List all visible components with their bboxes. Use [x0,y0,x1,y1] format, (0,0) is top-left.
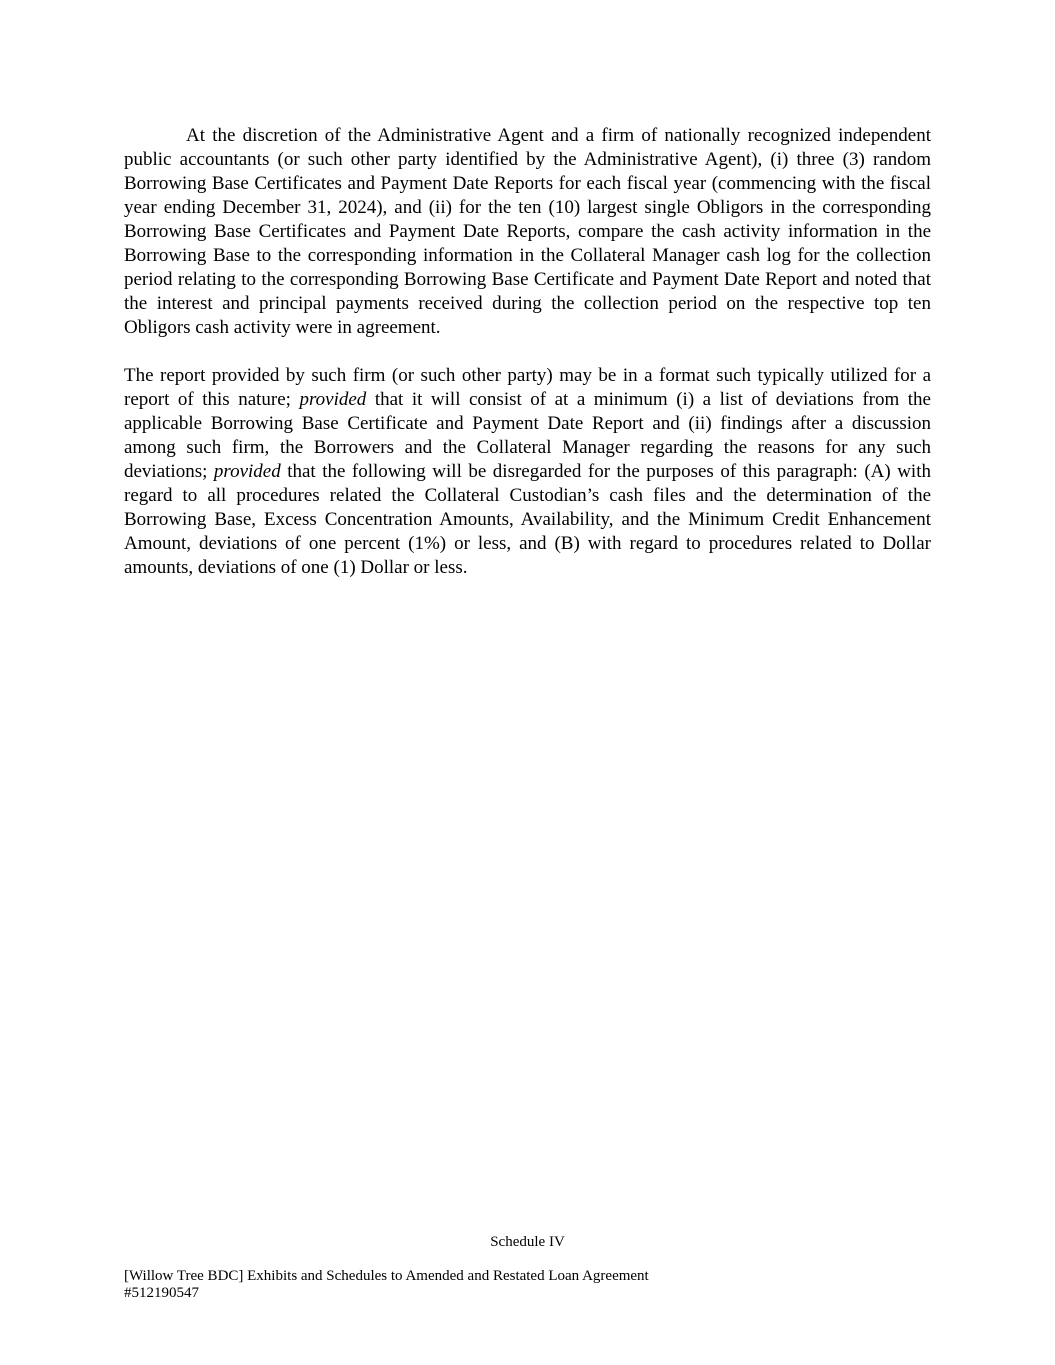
paragraph-report-format [124,364,931,580]
paragraph-audit-procedures: At the discretion of the Administrative Agent and a firm of nationally recognized independent public accountants (or such other party identified by the Administrative Agent), (i) three (3) random Borrowing Base Certificates and Payment Date Reports for each fiscal year (commencing with the fiscal year ending December 31, 2024), and (ii) for the ten (10) largest single Obligors in the corresponding Borrowing Base Certificates and Payment Date Reports, compare the cash activity information in the Borrowing Base to the corresponding information in the Collateral Manager cash log for the collection period relating to the corresponding Borrowing Base Certificate and Payment Date Report and noted that the interest and principal payments received during the collection period on the respective top ten Obligors cash activity were in agreement. [124,125,931,338]
paragraph-report-format-part-1: The report provided by such firm (or such other party) may be in a format such typically utilized for a report of this nature; [124,365,931,410]
document-footer [124,1268,649,1302]
provided-term-1: provided [299,389,367,410]
footer-title: [Willow Tree BDC] Exhibits and Schedules to Amended and Restated Loan Agreement [124,1268,649,1284]
paragraph-report-format-part-2: that it will consist of at a minimum (i) a list of deviations from the applicable Borrowing Base Certificate and Payment Date Report and (ii) findings after a discussion among such firm, the Borrowers and the Collateral Manager regarding the reasons for any such deviations; [124,389,931,482]
schedule-label: Schedule IV [490,1234,565,1250]
provided-term-2: provided [213,461,281,482]
document-body [124,124,931,580]
footer-document-number: #512190547 [124,1285,199,1301]
paragraph-report-format-part-3: that the following will be disregarded for the purposes of this paragraph: (A) with regard to all procedures related the Collateral Custodian’s cash files and the determination of the Borrowing Base, Excess Concentration Amounts, Availability, and the Minimum Credit Enhancement Amount, deviations of one percent (1%) or less, and (B) with regard to procedures related to Dollar amounts, deviations of one (1) Dollar or less. [124,461,931,578]
